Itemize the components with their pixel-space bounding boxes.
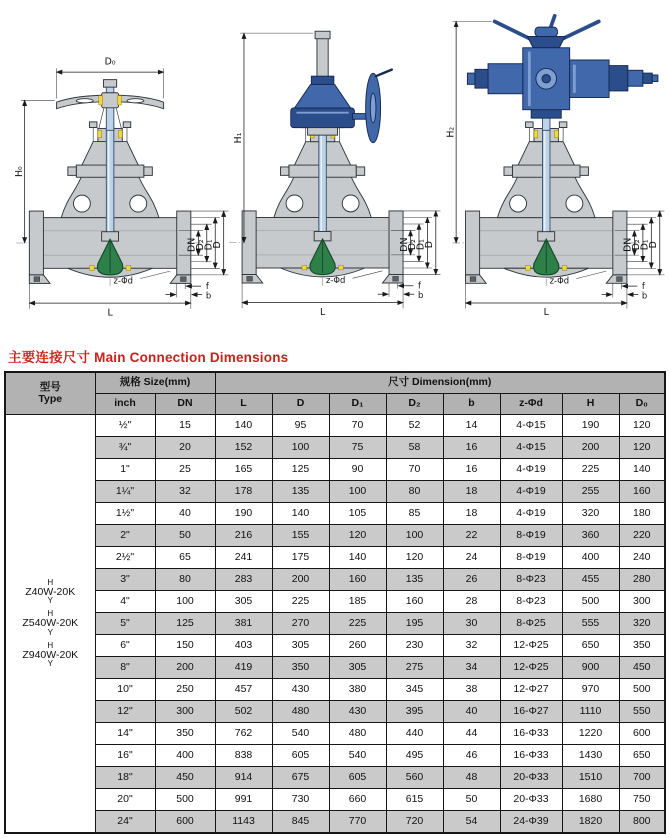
cell-d2: 85 [386,503,443,525]
dim-label-d: D [211,241,223,249]
cell-dn: 450 [155,767,215,789]
cell-dn: 125 [155,613,215,635]
dim-label-d1: D₁ [203,239,215,251]
header-col-d1: D₁ [329,394,386,415]
cell-b: 32 [443,635,500,657]
cell-b: 16 [443,437,500,459]
table-row [5,635,665,657]
dim-label-f: f [418,280,422,291]
cell-d0: 450 [619,657,665,679]
cell-d1: 430 [329,701,386,723]
cell-dn: 40 [155,503,215,525]
dim-label-d2: D₂ [630,239,642,251]
cell-inch: 16" [95,745,155,767]
dim-label-f: f [641,280,645,291]
cell-h: 1680 [562,789,619,811]
cell-d: 350 [272,657,329,679]
cell-l: 241 [215,547,272,569]
cell-h: 1820 [562,811,619,834]
table-row [5,415,665,437]
cell-d2: 615 [386,789,443,811]
table-row [5,503,665,525]
dim-label-d2: D₂ [407,239,419,251]
cell-l: 216 [215,525,272,547]
cell-d0: 650 [619,745,665,767]
dim-label-dn: DN [399,237,411,252]
cell-dn: 200 [155,657,215,679]
header-col-dn: DN [155,394,215,415]
cell-dn: 150 [155,635,215,657]
cell-l: 381 [215,613,272,635]
cell-b: 38 [443,679,500,701]
table-row [5,701,665,723]
cell-d1: 380 [329,679,386,701]
cell-d1: 185 [329,591,386,613]
cell-d2: 720 [386,811,443,834]
cell-l: 403 [215,635,272,657]
cell-dn: 25 [155,459,215,481]
dim-label-d0: D₀ [104,56,116,68]
header-type-en: Type [38,392,63,405]
cell-inch: 5" [95,613,155,635]
cell-d: 225 [272,591,329,613]
dim-label-h2: H₂ [444,126,456,138]
cell-b: 16 [443,459,500,481]
cell-dn: 600 [155,811,215,834]
cell-inch: 1" [95,459,155,481]
cell-dn: 80 [155,569,215,591]
cell-d0: 180 [619,503,665,525]
cell-zd: 4-Φ15 [500,415,562,437]
cell-dn: 300 [155,701,215,723]
valve-drawings [4,2,666,340]
cell-d0: 500 [619,679,665,701]
dim-label-l: L [543,307,549,319]
electric-valve-drawing [443,10,666,322]
table-row [5,525,665,547]
cell-b: 50 [443,789,500,811]
cell-d: 540 [272,723,329,745]
cell-zd: 16-Φ33 [500,745,562,767]
cell-zd: 4-Φ19 [500,481,562,503]
header-col-l: L [215,394,272,415]
header-row-1 [5,372,665,394]
cell-inch: 1½" [95,503,155,525]
cell-b: 30 [443,613,500,635]
cell-b: 34 [443,657,500,679]
header-col-d0: D₀ [619,394,665,415]
dim-label-l: L [320,306,326,318]
cell-l: 152 [215,437,272,459]
cell-b: 28 [443,591,500,613]
header-col-h: H [562,394,619,415]
cell-zd: 8-Φ25 [500,613,562,635]
dim-label-zphid: z-Φd [326,274,346,285]
cell-inch: 6" [95,635,155,657]
cell-dn: 100 [155,591,215,613]
cell-d1: 770 [329,811,386,834]
cell-d: 95 [272,415,329,437]
cell-l: 502 [215,701,272,723]
motor-left [488,64,523,94]
cell-d2: 135 [386,569,443,591]
cell-h: 225 [562,459,619,481]
dim-label-dn: DN [186,237,198,252]
cell-d0: 120 [619,415,665,437]
cell-dn: 50 [155,525,215,547]
cell-b: 14 [443,415,500,437]
cell-l: 165 [215,459,272,481]
table-row [5,745,665,767]
cell-zd: 8-Φ23 [500,591,562,613]
table-row [5,481,665,503]
type-entry: H Z940W-20K Y [22,640,79,669]
cell-zd: 16-Φ27 [500,701,562,723]
cell-d0: 320 [619,613,665,635]
cell-inch: 18" [95,767,155,789]
cell-d: 430 [272,679,329,701]
cell-h: 190 [562,415,619,437]
header-col-inch: inch [95,394,155,415]
cell-d0: 350 [619,635,665,657]
cell-inch: 2" [95,525,155,547]
cell-dn: 65 [155,547,215,569]
cell-l: 190 [215,503,272,525]
cell-b: 24 [443,547,500,569]
cell-l: 283 [215,569,272,591]
header-dimension: 尺寸 Dimension(mm) [215,372,665,394]
table-row [5,767,665,789]
cell-b: 44 [443,723,500,745]
cell-d2: 275 [386,657,443,679]
cell-d0: 220 [619,525,665,547]
cell-zd: 4-Φ19 [500,459,562,481]
cell-l: 838 [215,745,272,767]
cell-zd: 16-Φ33 [500,723,562,745]
cell-d0: 700 [619,767,665,789]
dim-label-zphid: z-Φd [549,275,569,286]
cell-d1: 305 [329,657,386,679]
cell-l: 457 [215,679,272,701]
cell-zd: 8-Φ19 [500,547,562,569]
cell-h: 400 [562,547,619,569]
cell-h: 1430 [562,745,619,767]
cell-inch: 3" [95,569,155,591]
cell-d2: 80 [386,481,443,503]
header-col-d2: D₂ [386,394,443,415]
cell-d0: 240 [619,547,665,569]
cell-d: 135 [272,481,329,503]
cell-d0: 750 [619,789,665,811]
table-row [5,679,665,701]
dim-label-b: b [418,289,424,300]
header-type [5,372,95,415]
cell-d1: 605 [329,767,386,789]
cell-l: 762 [215,723,272,745]
cell-d1: 480 [329,723,386,745]
dim-label-d2: D₂ [195,239,207,251]
header-row-2 [5,394,665,415]
dim-label-d1: D₁ [639,239,651,251]
table-row [5,657,665,679]
cell-inch: 1¼" [95,481,155,503]
cell-zd: 8-Φ19 [500,525,562,547]
cell-h: 455 [562,569,619,591]
cell-inch: 24" [95,811,155,834]
cell-inch: ½" [95,415,155,437]
gear-housing [295,85,351,108]
cell-b: 46 [443,745,500,767]
cell-b: 18 [443,481,500,503]
cell-h: 1110 [562,701,619,723]
bevel-gear-valve-drawing [229,10,442,322]
dim-label-h0: H₀ [13,166,25,178]
dim-label-dn: DN [622,237,634,252]
cell-d2: 52 [386,415,443,437]
cell-zd: 4-Φ15 [500,437,562,459]
cell-dn: 250 [155,679,215,701]
cell-l: 419 [215,657,272,679]
cell-d1: 90 [329,459,386,481]
cell-inch: 10" [95,679,155,701]
cell-dn: 350 [155,723,215,745]
handwheel-hub [102,93,119,108]
cell-h: 1220 [562,723,619,745]
cell-d2: 120 [386,547,443,569]
cell-l: 305 [215,591,272,613]
cell-d0: 280 [619,569,665,591]
cell-d0: 120 [619,437,665,459]
cell-d1: 225 [329,613,386,635]
cell-h: 1510 [562,767,619,789]
cell-d2: 160 [386,591,443,613]
cell-d2: 560 [386,767,443,789]
table-row [5,547,665,569]
stem-column [317,38,328,78]
cell-d2: 70 [386,459,443,481]
dim-label-d: D [424,241,436,249]
cell-d: 125 [272,459,329,481]
cell-d: 845 [272,811,329,834]
cell-d0: 550 [619,701,665,723]
header-size: 规格 Size(mm) [95,372,215,394]
cell-d1: 105 [329,503,386,525]
cell-d1: 100 [329,481,386,503]
cell-dn: 20 [155,437,215,459]
dimension-table [4,371,666,834]
table-row [5,437,665,459]
cell-d: 675 [272,767,329,789]
cell-b: 26 [443,569,500,591]
cell-b: 22 [443,525,500,547]
cell-d1: 540 [329,745,386,767]
type-entry: H Z540W-20K Y [22,609,79,637]
cell-d: 100 [272,437,329,459]
table-row [5,569,665,591]
cell-dn: 500 [155,789,215,811]
cell-d2: 100 [386,525,443,547]
table-body [5,415,665,834]
cell-b: 48 [443,767,500,789]
cell-d1: 75 [329,437,386,459]
cell-inch: 12" [95,701,155,723]
cell-l: 1143 [215,811,272,834]
table-row [5,723,665,745]
cell-inch: ¾" [95,437,155,459]
dim-label-zphid: z-Φd [113,275,133,286]
cell-dn: 32 [155,481,215,503]
cell-d2: 58 [386,437,443,459]
cell-d1: 160 [329,569,386,591]
cell-d: 140 [272,503,329,525]
cell-d: 305 [272,635,329,657]
handwheel-valve-drawing [4,10,229,322]
cell-zd: 12-Φ25 [500,657,562,679]
cell-inch: 20" [95,789,155,811]
cell-d: 175 [272,547,329,569]
cell-h: 970 [562,679,619,701]
cell-d: 605 [272,745,329,767]
cell-d0: 140 [619,459,665,481]
cell-dn: 15 [155,415,215,437]
cell-inch: 4" [95,591,155,613]
table-row [5,591,665,613]
cell-h: 255 [562,481,619,503]
cell-h: 500 [562,591,619,613]
header-type-zh: 型号 [39,381,61,394]
cell-d: 200 [272,569,329,591]
cell-zd: 4-Φ19 [500,503,562,525]
cell-l: 991 [215,789,272,811]
cell-zd: 20-Φ33 [500,767,562,789]
cell-zd: 12-Φ25 [500,635,562,657]
cell-d1: 260 [329,635,386,657]
cell-d0: 800 [619,811,665,834]
cell-d1: 120 [329,525,386,547]
cell-d: 480 [272,701,329,723]
dim-label-b: b [641,290,647,301]
cell-d2: 345 [386,679,443,701]
cell-l: 178 [215,481,272,503]
cell-b: 40 [443,701,500,723]
cell-zd: 12-Φ27 [500,679,562,701]
type-entry: H Z40W-20K Y [25,577,76,606]
table-row [5,789,665,811]
cell-d2: 440 [386,723,443,745]
table-row [5,811,665,834]
cell-h: 650 [562,635,619,657]
type-cell [5,415,95,834]
dim-label-h1: H₁ [233,132,245,144]
cell-d2: 230 [386,635,443,657]
cell-d: 730 [272,789,329,811]
cell-dn: 400 [155,745,215,767]
cell-h: 900 [562,657,619,679]
cell-b: 18 [443,503,500,525]
cell-d2: 195 [386,613,443,635]
dim-label-d: D [647,241,659,249]
cell-zd: 8-Φ23 [500,569,562,591]
section-title: 主要连接尺寸 Main Connection Dimensions [8,350,289,365]
cell-d2: 395 [386,701,443,723]
header-col-b: b [443,394,500,415]
dim-label-d1: D₁ [415,239,427,251]
cell-h: 320 [562,503,619,525]
cell-d1: 660 [329,789,386,811]
cell-d0: 300 [619,591,665,613]
cell-d: 270 [272,613,329,635]
header-col-zphid: z-Φd [500,394,562,415]
cell-zd: 20-Φ33 [500,789,562,811]
cell-d1: 140 [329,547,386,569]
cell-zd: 24-Φ39 [500,811,562,834]
cell-l: 914 [215,767,272,789]
dim-label-b: b [205,290,212,301]
cell-d0: 160 [619,481,665,503]
table-row [5,459,665,481]
cell-inch: 14" [95,723,155,745]
cell-d1: 70 [329,415,386,437]
cell-d2: 495 [386,745,443,767]
header-col-d: D [272,394,329,415]
cell-b: 54 [443,811,500,834]
cell-h: 555 [562,613,619,635]
cell-d0: 600 [619,723,665,745]
table-row [5,613,665,635]
cell-d: 155 [272,525,329,547]
cell-h: 360 [562,525,619,547]
cell-inch: 2½" [95,547,155,569]
dim-label-l: L [107,307,113,319]
cell-inch: 8" [95,657,155,679]
dim-label-f: f [205,280,209,291]
stem-cap [104,80,117,88]
cell-h: 200 [562,437,619,459]
cell-l: 140 [215,415,272,437]
